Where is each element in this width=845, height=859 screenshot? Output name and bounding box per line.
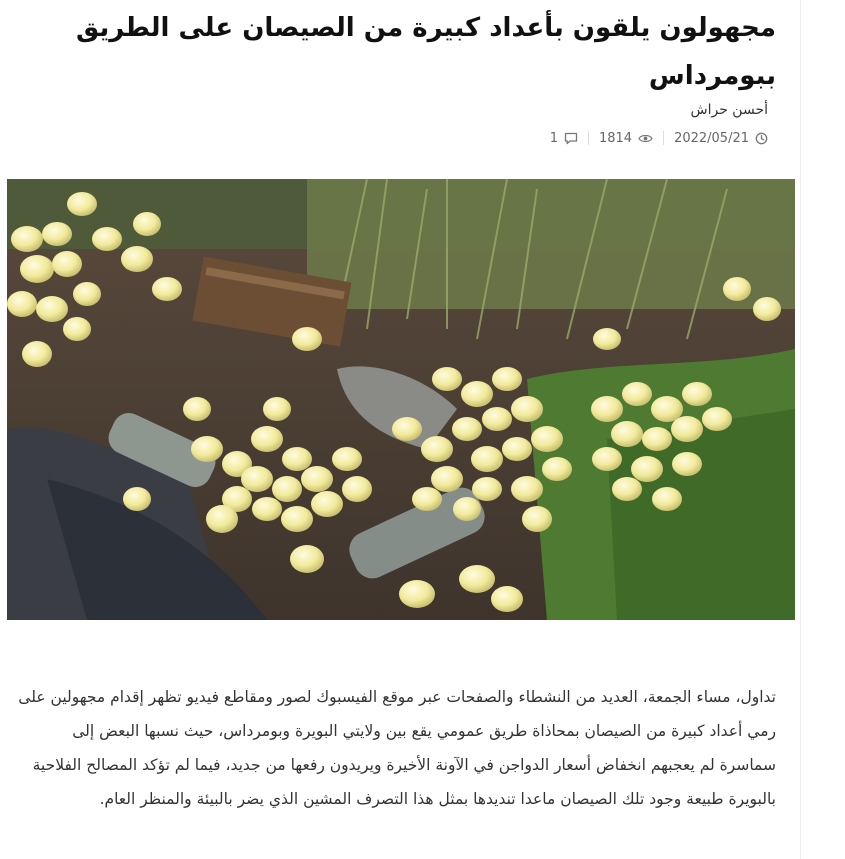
chicks-photo-illustration xyxy=(7,179,795,620)
views-count: 1814 xyxy=(598,130,633,146)
article-body: تداول، مساء الجمعة، العديد من النشطاء والصفحات عبر موقع الفيسبوك لصور ومقاطع فيديو تظهر إقدام مجهولين على رمي أعداد كبيرة من الصيصان بمحاذاة طريق عمومي يقع بين ولايتي البويرة وبومرداس، حيث نسبها البعض إلى سماسرة لم يعجبهم انخفاض أسعار الدواجن في الآونة الأخيرة ويريدون رفعها من جديد، فيما لم تؤكد المصالح الفلاحية بالبويرة طبيعة وجود تلك الصيصان ماعدا تنديدها بمثل هذا التصرف المشين الذي يضر بالبيئة والمنظر العام. xyxy=(18,688,776,808)
views-meta xyxy=(589,131,663,146)
date-meta xyxy=(664,131,768,146)
article-meta xyxy=(540,127,768,149)
publish-date: 2022/05/21 xyxy=(674,130,749,146)
author-name[interactable]: أحسن حراش xyxy=(690,102,768,118)
comment-icon[interactable] xyxy=(564,132,578,145)
meta-divider xyxy=(663,131,664,145)
article-title: مجهولون يلقون بأعداد كبيرة من الصيصان على الطريق ببومرداس xyxy=(76,13,776,91)
eye-icon xyxy=(638,133,653,144)
comments-meta[interactable] xyxy=(540,131,588,146)
article-photo xyxy=(7,179,795,620)
comments-count[interactable]: 1 xyxy=(549,130,558,146)
clock-icon xyxy=(755,132,768,145)
meta-divider xyxy=(588,131,589,145)
